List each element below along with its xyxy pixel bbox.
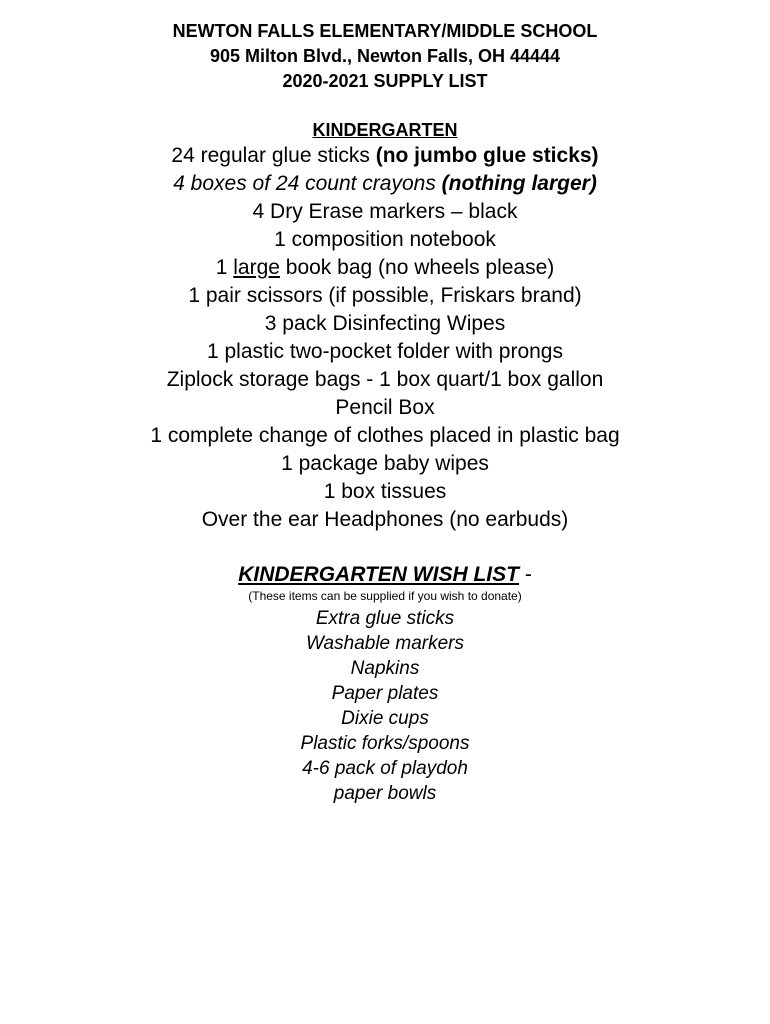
supply-item-folder: 1 plastic two-pocket folder with prongs xyxy=(206,340,563,363)
supply-item-tissues: 1 box tissues xyxy=(323,480,447,503)
supply-item-note: (no jumbo glue sticks) xyxy=(375,144,599,167)
wish-list-title: KINDERGARTEN WISH LIST xyxy=(238,563,519,586)
school-address: 905 Milton Blvd., Newton Falls, OH 44444 xyxy=(209,46,561,66)
wish-list-heading xyxy=(0,562,770,588)
wish-list xyxy=(0,606,770,806)
list-title: 2020-2021 SUPPLY LIST xyxy=(282,71,488,91)
wish-list-item: Washable markers xyxy=(305,633,465,654)
wish-list-note: (These items can be supplied if you wish to donate) xyxy=(248,589,522,603)
wish-list-item: 4-6 pack of playdoh xyxy=(302,758,468,779)
wish-list-item: Dixie cups xyxy=(341,708,429,729)
supply-item-dry-erase-markers: 4 Dry Erase markers – black xyxy=(252,200,518,223)
supply-item-pencil-box: Pencil Box xyxy=(335,396,435,419)
wish-list-item: Napkins xyxy=(350,658,420,679)
supply-item-scissors: 1 pair scissors (if possible, Friskars brand) xyxy=(188,284,582,307)
supply-item-disinfecting-wipes: 3 pack Disinfecting Wipes xyxy=(264,312,506,335)
supply-item-text: 4 boxes of 24 count crayons xyxy=(173,172,442,195)
supply-item-storage-bags: Ziplock storage bags - 1 box quart/1 box gallon xyxy=(166,368,604,391)
supply-item-note: (nothing larger) xyxy=(441,172,597,195)
wish-list-item: Extra glue sticks xyxy=(315,608,455,629)
school-name: NEWTON FALLS ELEMENTARY/MIDDLE SCHOOL xyxy=(172,21,598,41)
supply-item-composition-notebook: 1 composition notebook xyxy=(274,228,496,251)
supply-item-glue-sticks xyxy=(0,142,770,170)
document-header xyxy=(0,0,770,94)
supply-item-emphasis: large xyxy=(233,256,280,279)
supply-item-headphones: Over the ear Headphones (no earbuds) xyxy=(201,508,569,531)
supply-item-baby-wipes: 1 package baby wipes xyxy=(281,452,489,475)
supply-item-change-of-clothes: 1 complete change of clothes placed in plastic bag xyxy=(150,424,620,447)
supply-item-crayons xyxy=(0,170,770,198)
supply-item-book-bag xyxy=(0,254,770,282)
wish-list-title-suffix: - xyxy=(518,563,532,586)
supply-item-text: book bag (no wheels please) xyxy=(279,256,555,279)
kindergarten-heading: KINDERGARTEN xyxy=(312,120,458,140)
supply-item-text: 1 xyxy=(215,256,234,279)
supply-item-text: 24 regular glue sticks xyxy=(171,144,376,167)
kindergarten-supply-list xyxy=(0,142,770,534)
wish-list-item: paper bowls xyxy=(333,783,437,804)
wish-list-item: Plastic forks/spoons xyxy=(300,733,470,754)
wish-list-item: Paper plates xyxy=(331,683,439,704)
